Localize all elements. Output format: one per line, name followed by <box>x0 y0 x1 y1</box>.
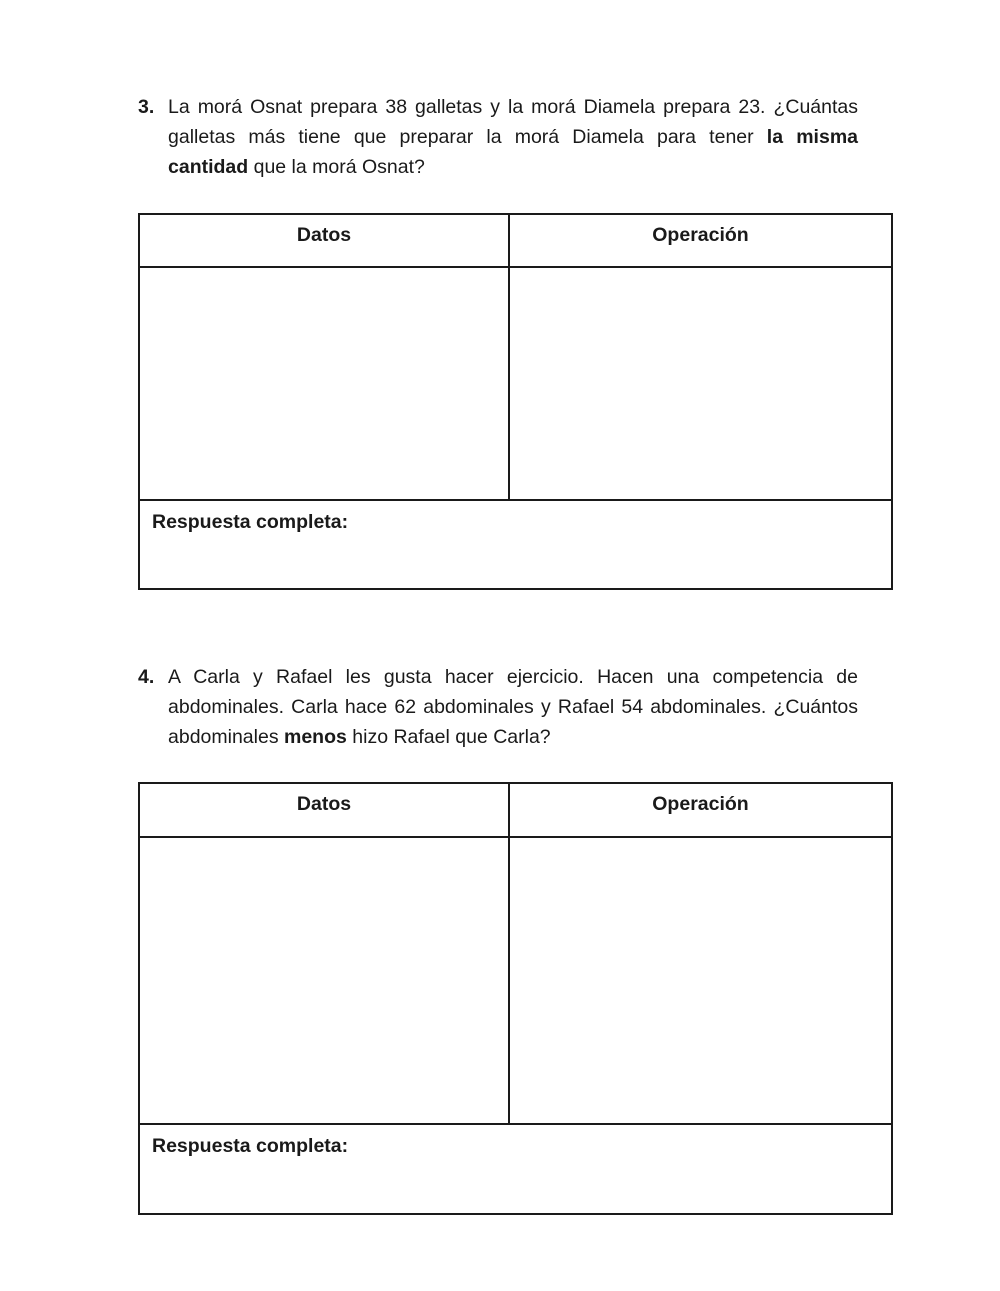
respuesta-cell[interactable] <box>139 500 892 589</box>
emphasis: la misma cantidad <box>168 126 859 178</box>
emphasis: menos <box>284 726 347 748</box>
operacion-header: Operación <box>509 783 892 837</box>
datos-cell[interactable] <box>139 837 509 1124</box>
datos-cell[interactable] <box>139 267 509 500</box>
datos-header: Datos <box>139 214 509 267</box>
respuesta-label: Respuesta completa: <box>152 511 349 533</box>
work-table-4 <box>138 782 893 1215</box>
operacion-cell[interactable] <box>509 267 892 500</box>
problem-3 <box>138 92 858 182</box>
operacion-cell[interactable] <box>509 837 892 1124</box>
problem-statement: A Carla y Rafael les gusta hacer ejercicio. Hacen una competencia de abdominales. Carla hace 62 abdominales y Rafael 54 abdominales. ¿Cuántos abdominales menos hizo Rafael que Carla? <box>168 666 858 748</box>
problem-number: 4. <box>138 666 155 688</box>
respuesta-label: Respuesta completa: <box>152 1135 349 1157</box>
operacion-header: Operación <box>509 214 892 267</box>
work-table-3 <box>138 213 893 590</box>
problem-number: 3. <box>138 96 155 118</box>
problem-statement: La morá Osnat prepara 38 galletas y la morá Diamela prepara 23. ¿Cuántas galletas más tiene que preparar la morá Diamela para tener la misma cantidad que la morá Osnat? <box>168 96 859 178</box>
respuesta-cell[interactable] <box>139 1124 892 1214</box>
problem-4 <box>138 662 858 752</box>
datos-header: Datos <box>139 783 509 837</box>
